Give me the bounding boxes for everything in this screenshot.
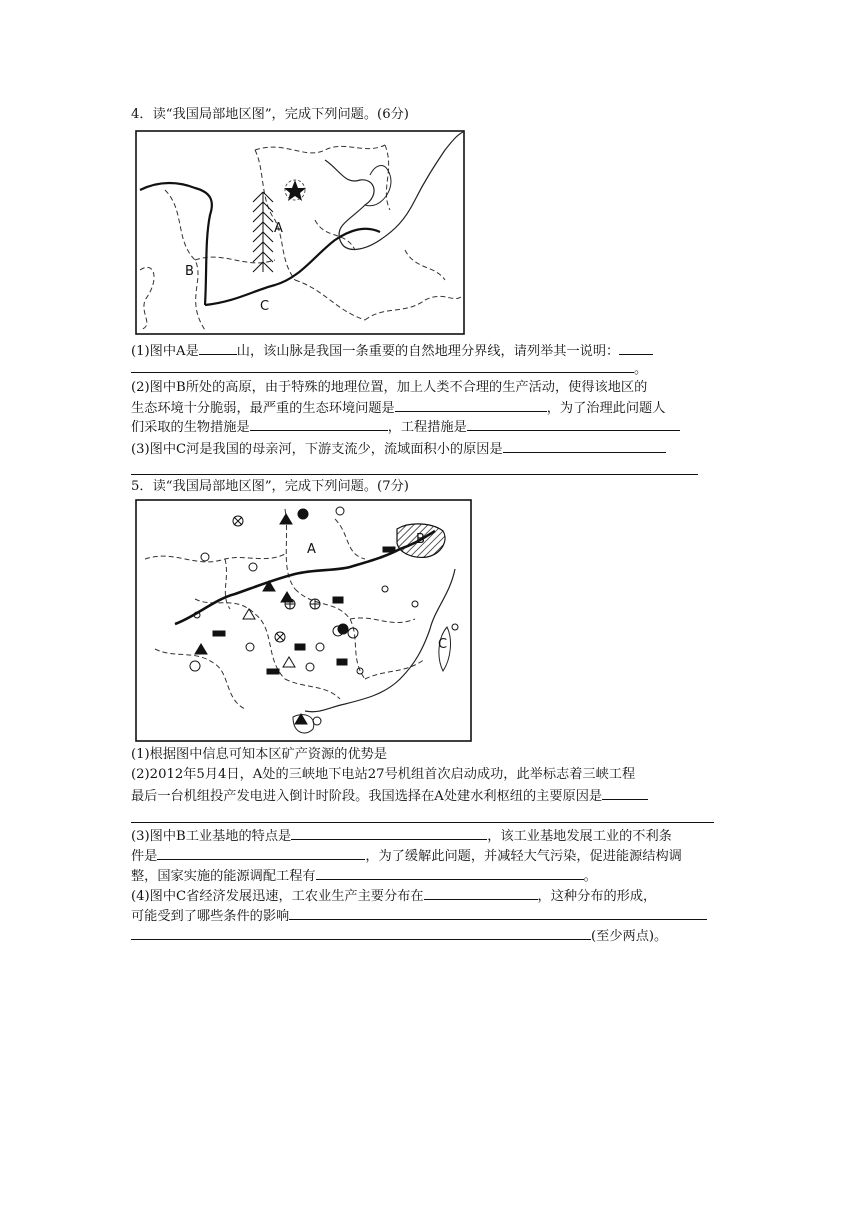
answer-blank[interactable] — [619, 341, 653, 355]
q5-map-label-b: B — [416, 532, 425, 547]
q4-part3: (3)图中C河是我国的母亲河，下游支流少，流域面积小的原因是 — [131, 439, 666, 459]
q4-map-label-b: B — [185, 264, 194, 279]
answer-blank[interactable] — [503, 439, 666, 453]
q4-part1: (1)图中A是 山，该山脉是我国一条重要的自然地理分界线，请列举其一说明： — [131, 341, 653, 361]
answer-blank[interactable] — [131, 474, 698, 475]
answer-blank[interactable] — [250, 417, 388, 431]
q5-part3-line2: 件是 ，为了缓解此问题，并减轻大气污染，促进能源结构调 — [131, 846, 682, 866]
answer-blank[interactable] — [316, 866, 584, 880]
answer-blank[interactable] — [602, 786, 648, 800]
answer-blank[interactable] — [131, 926, 591, 940]
answer-blank[interactable] — [395, 398, 547, 412]
answer-blank[interactable] — [289, 906, 707, 920]
answer-blank[interactable] — [157, 846, 365, 860]
q5-map-label-c: C — [438, 637, 448, 652]
q5-part1: (1)根据图中信息可知本区矿产资源的优势是 — [131, 747, 388, 762]
answer-blank[interactable] — [467, 417, 680, 431]
q5-region-map — [135, 499, 473, 743]
answer-blank[interactable] — [131, 822, 714, 823]
q5-part3-line1: (3)图中B工业基地的特点是 ，该工业基地发展工业的不利条 — [131, 826, 672, 846]
q5-part4-line3: (至少两点)。 — [131, 926, 667, 946]
q5-part4-line1: (4)图中C省经济发展迅速，工农业生产主要分布在 ，这种分布的形成， — [131, 886, 656, 906]
q5-part3-line3: 整，国家实施的能源调配工程有 。 — [131, 866, 597, 886]
q5-part4-line2: 可能受到了哪些条件的影响 — [131, 906, 707, 926]
q4-heading: 4．读“我国局部地区图”，完成下列问题。(6分) — [131, 107, 409, 122]
answer-blank[interactable] — [199, 341, 237, 355]
answer-blank[interactable] — [291, 826, 487, 840]
q5-heading: 5．读“我国局部地区图”，完成下列问题。(7分) — [131, 479, 409, 494]
q5-part2-line1: (2)2012年5月4日，A处的三峡地下电站27号机组首次启动成功，此举标志着三峡工程 — [131, 767, 636, 782]
q4-map-label-c: C — [260, 299, 270, 314]
q4-part2-line1: (2)图中B所处的高原，由于特殊的地理位置，加上人类不合理的生产活动，使得该地区的 — [131, 380, 648, 395]
q5-part2-line2: 最后一台机组投产发电进入倒计时阶段。我国选择在A处建水利枢纽的主要原因是 — [131, 786, 648, 806]
q4-map-label-a: A — [274, 221, 283, 236]
answer-blank[interactable] — [424, 886, 538, 900]
q4-region-map — [135, 130, 466, 336]
q4-part1-cont: 。 — [131, 359, 647, 379]
answer-blank[interactable] — [131, 359, 634, 373]
q4-part2-line3: 们采取的生物措施是 ，工程措施是 — [131, 417, 680, 437]
q4-part2-line2: 生态环境十分脆弱，最严重的生态环境问题是 ，为了治理此问题人 — [131, 398, 665, 418]
q5-map-label-a: A — [307, 542, 316, 557]
